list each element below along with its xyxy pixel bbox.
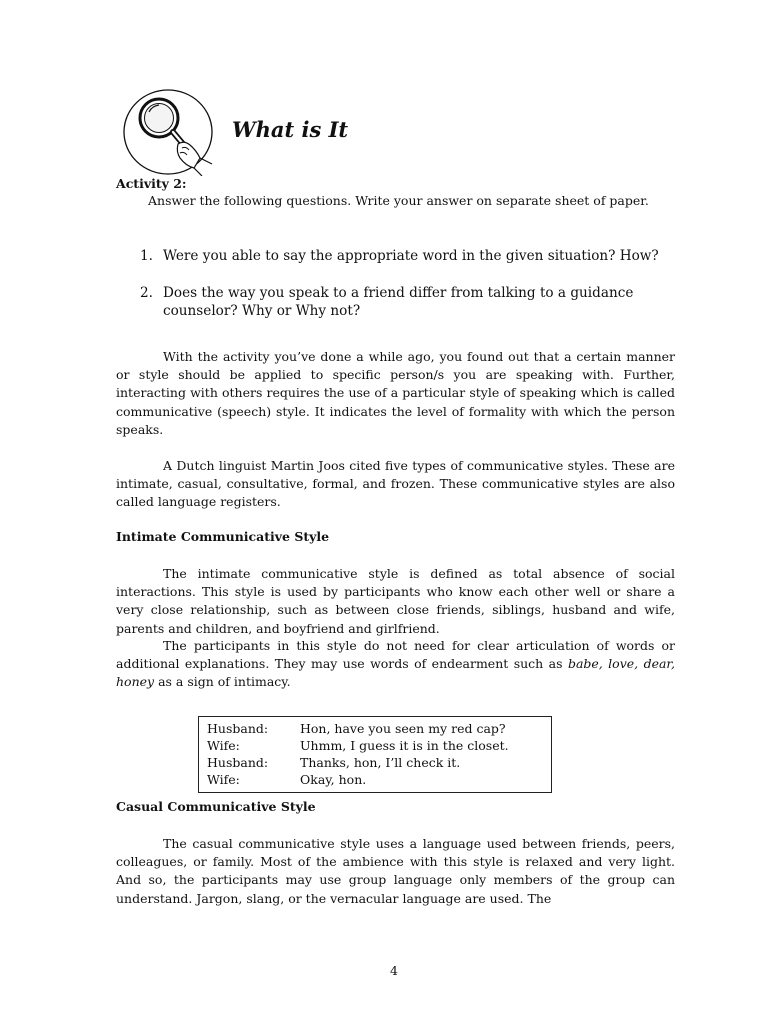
question-text: Does the way you speak to a friend differ from talking to a guidance counselor? Why or Why not? xyxy=(163,285,634,319)
dialogue-line: Hon, have you seen my red cap? xyxy=(300,721,506,736)
page-number: 4 xyxy=(390,963,398,978)
heading-casual-style: Casual Communicative Style xyxy=(116,799,316,814)
question-list xyxy=(140,247,680,320)
dialogue-line: Okay, hon. xyxy=(300,772,367,787)
paragraph-communicative-style: With the activity you’ve done a while ago, you found out that a certain manner or style should be applied to specific person/s you are speaking with. Further, interacting with others requires the use of a particular style of speaking which is called communicative (speech) style. It indicates the level of formality with which the person speaks. xyxy=(116,349,675,437)
dialogue-speaker: Husband: xyxy=(207,755,269,770)
list-item xyxy=(140,247,680,265)
dialogue-speaker: Wife: xyxy=(207,738,240,753)
endearment-text-start: The participants in this style do not need for clear articulation of words or additional explanations. They may use words of endearment such as xyxy=(116,638,675,672)
paragraph-intimate-endearment xyxy=(116,637,675,692)
dialogue-box xyxy=(198,716,552,793)
question-text: Were you able to say the appropriate word in the given situation? How? xyxy=(163,248,659,264)
dialogue-row xyxy=(207,754,551,771)
activity-instruction: Answer the following questions. Write your answer on separate sheet of paper. xyxy=(148,193,649,208)
list-item xyxy=(140,284,680,320)
paragraph-intimate-definition: The intimate communicative style is defined as total absence of social interactions. This style is used by participants who know each other well or share a very close relationship, such as between close friends, siblings, husband and wife, parents and children, and boyfriend and girlfriend. xyxy=(116,566,675,636)
paragraph-casual-definition: The casual communicative style uses a language used between friends, peers, colleagues, or family. Most of the ambience with this style is relaxed and very light. And so, the participants may use group language only members of the group can understand. Jargon, slang, or the vernacular language are used. The xyxy=(116,836,675,906)
dialogue-line: Thanks, hon, I’ll check it. xyxy=(300,755,461,770)
dialogue-speaker: Husband: xyxy=(207,721,269,736)
question-number: 1. xyxy=(140,248,153,264)
activity-label: Activity 2: xyxy=(116,176,187,191)
dialogue-speaker: Wife: xyxy=(207,772,240,787)
dialogue-line: Uhmm, I guess it is in the closet. xyxy=(300,738,509,753)
heading-intimate-style: Intimate Communicative Style xyxy=(116,529,330,544)
dialogue-row xyxy=(207,771,551,788)
endearment-examples: babe, love, dear, honey xyxy=(116,656,675,690)
section-title: What is It xyxy=(232,117,349,142)
question-number: 2. xyxy=(140,285,153,301)
magnifying-glass-icon xyxy=(122,88,214,176)
dialogue-row xyxy=(207,737,551,754)
paragraph-martin-joos: A Dutch linguist Martin Joos cited five types of communicative styles. These are intimate, casual, consultative, formal, and frozen. These communicative styles are also called language registers. xyxy=(116,458,675,510)
dialogue-row xyxy=(207,720,551,737)
endearment-text-end: as a sign of intimacy. xyxy=(154,674,291,690)
